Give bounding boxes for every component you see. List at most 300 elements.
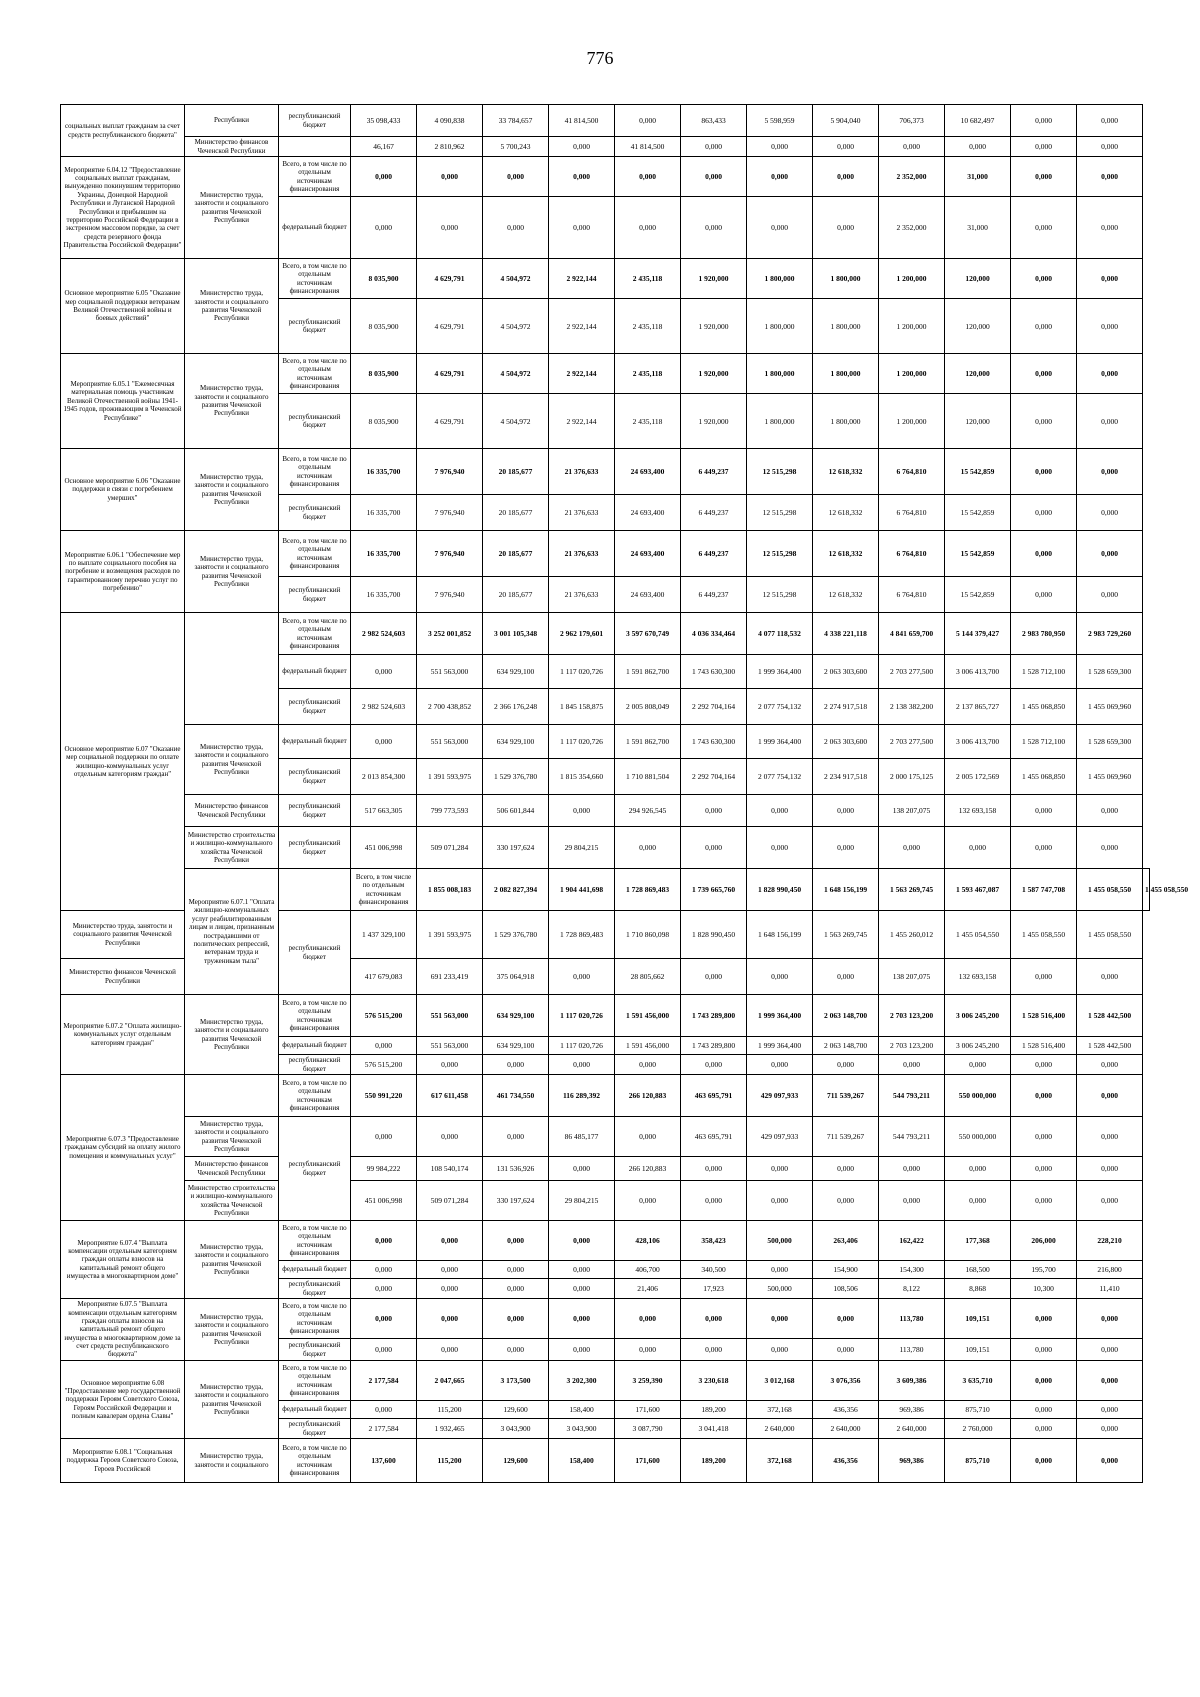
amount-cell: 0,000 <box>813 1055 879 1075</box>
amount-cell: 0,000 <box>1011 1401 1077 1419</box>
amount-cell: 1 815 354,660 <box>549 759 615 795</box>
amount-cell: 0,000 <box>1011 299 1077 354</box>
amount-cell: 0,000 <box>813 137 879 157</box>
amount-cell: 4 338 221,118 <box>813 613 879 655</box>
funding-source-cell: республиканский бюджет <box>279 1279 351 1299</box>
amount-cell: 2 922,144 <box>549 259 615 299</box>
table-row <box>61 105 1150 137</box>
amount-cell: 551 563,000 <box>417 995 483 1037</box>
amount-cell: 0,000 <box>1011 1075 1077 1117</box>
amount-cell: 0,000 <box>1011 495 1077 531</box>
amount-cell: 2 435,118 <box>615 354 681 394</box>
amount-cell: 16 335,700 <box>351 577 417 613</box>
amount-cell: 1 800,000 <box>747 394 813 449</box>
amount-cell: 29 804,215 <box>549 827 615 869</box>
amount-cell: 4 629,791 <box>417 259 483 299</box>
amount-cell: 0,000 <box>549 157 615 197</box>
amount-cell: 0,000 <box>1077 531 1143 577</box>
amount-cell: 154,900 <box>813 1261 879 1279</box>
measure-name-cell: Мероприятие 6.06.1 "Обеспечение мер по выплате социального пособия на погребение и возмещения расходов по гарантированному перечню услуг по погребению" <box>61 531 185 613</box>
amount-cell: 7 976,940 <box>417 495 483 531</box>
amount-cell: 1 800,000 <box>813 354 879 394</box>
amount-cell: 0,000 <box>681 1299 747 1339</box>
amount-cell: 129,600 <box>483 1439 549 1483</box>
amount-cell: 21,406 <box>615 1279 681 1299</box>
amount-cell: 0,000 <box>351 197 417 259</box>
amount-cell: 0,000 <box>747 1299 813 1339</box>
amount-cell: 969,386 <box>879 1401 945 1419</box>
amount-cell: 0,000 <box>1011 1361 1077 1401</box>
amount-cell: 171,600 <box>615 1401 681 1419</box>
amount-cell: 21 376,633 <box>549 495 615 531</box>
amount-cell: 15 542,859 <box>945 495 1011 531</box>
amount-cell: 1 200,000 <box>879 299 945 354</box>
amount-cell: 417 679,083 <box>351 959 417 995</box>
amount-cell: 0,000 <box>681 197 747 259</box>
amount-cell: 0,000 <box>681 827 747 869</box>
amount-cell: 0,000 <box>615 1339 681 1361</box>
amount-cell: 1 999 364,400 <box>747 995 813 1037</box>
funding-source-cell: Всего, в том числе по отдельным источникам финансирования <box>279 1221 351 1261</box>
amount-cell: 330 197,624 <box>483 827 549 869</box>
amount-cell: 1 200,000 <box>879 354 945 394</box>
funding-source-cell: республиканский бюджет <box>279 911 351 995</box>
amount-cell: 1 920,000 <box>681 299 747 354</box>
amount-cell: 1 455 068,850 <box>1011 689 1077 725</box>
measure-name-cell: Мероприятие 6.04.12 "Предоставление социальных выплат гражданам, вынужденно покинувшим территорию Украины, Донецкой Народной Республики и Луганской Народной Республики и прибывшим на территорию Российской Федерации в экстренном массовом порядке, за счет средств резервного фонда Правительства Российской Федерации" <box>61 157 185 259</box>
amount-cell: 0,000 <box>681 1055 747 1075</box>
executor-cell: Министерство труда, занятости и социального развития Чеченской Республики <box>185 354 279 449</box>
amount-cell: 0,000 <box>945 137 1011 157</box>
amount-cell: 0,000 <box>549 795 615 827</box>
amount-cell: 0,000 <box>615 105 681 137</box>
amount-cell: 2 063 303,600 <box>813 655 879 689</box>
amount-cell: 99 984,222 <box>351 1157 417 1181</box>
amount-cell: 0,000 <box>879 1157 945 1181</box>
amount-cell: 1 920,000 <box>681 259 747 299</box>
amount-cell: 0,000 <box>549 1279 615 1299</box>
amount-cell: 2 703 123,200 <box>879 995 945 1037</box>
amount-cell: 195,700 <box>1011 1261 1077 1279</box>
amount-cell: 5 144 379,427 <box>945 613 1011 655</box>
funding-source-cell: Всего, в том числе по отдельным источникам финансирования <box>279 613 351 655</box>
amount-cell: 1 528 659,300 <box>1077 655 1143 689</box>
amount-cell: 6 764,810 <box>879 495 945 531</box>
table-row <box>61 1117 1150 1157</box>
amount-cell: 544 793,211 <box>879 1075 945 1117</box>
measure-name-cell: Мероприятие 6.07.3 "Предоставление гражданам субсидий на оплату жилого помещения и коммунальных услуг" <box>61 1075 185 1221</box>
amount-cell: 12 618,332 <box>813 531 879 577</box>
amount-cell: 1 999 364,400 <box>747 725 813 759</box>
amount-cell: 0,000 <box>483 1279 549 1299</box>
amount-cell: 0,000 <box>1011 1339 1077 1361</box>
amount-cell: 451 006,998 <box>351 827 417 869</box>
amount-cell: 115,200 <box>417 1439 483 1483</box>
amount-cell: 0,000 <box>1077 1157 1143 1181</box>
amount-cell: 0,000 <box>351 1299 417 1339</box>
amount-cell: 266 120,883 <box>615 1075 681 1117</box>
amount-cell: 5 598,959 <box>747 105 813 137</box>
amount-cell: 0,000 <box>1011 795 1077 827</box>
amount-cell: 0,000 <box>1077 1339 1143 1361</box>
amount-cell: 0,000 <box>747 795 813 827</box>
amount-cell: 0,000 <box>1011 1299 1077 1339</box>
amount-cell: 3 230,618 <box>681 1361 747 1401</box>
amount-cell: 0,000 <box>615 1055 681 1075</box>
amount-cell: 5 700,243 <box>483 137 549 157</box>
amount-cell: 0,000 <box>549 1339 615 1361</box>
amount-cell: 2 013 854,300 <box>351 759 417 795</box>
amount-cell: 0,000 <box>615 1117 681 1157</box>
amount-cell: 0,000 <box>483 197 549 259</box>
amount-cell: 177,368 <box>945 1221 1011 1261</box>
funding-source-cell: федеральный бюджет <box>279 725 351 759</box>
amount-cell: 340,500 <box>681 1261 747 1279</box>
amount-cell: 2 063 303,600 <box>813 725 879 759</box>
amount-cell: 3 252 001,852 <box>417 613 483 655</box>
amount-cell: 15 542,859 <box>945 531 1011 577</box>
amount-cell: 1 800,000 <box>813 394 879 449</box>
amount-cell: 0,000 <box>1077 1401 1143 1419</box>
amount-cell: 1 591 456,000 <box>615 1037 681 1055</box>
amount-cell: 1 591 862,700 <box>615 725 681 759</box>
amount-cell: 0,000 <box>483 157 549 197</box>
funding-source-cell: республиканский бюджет <box>279 299 351 354</box>
amount-cell: 6 764,810 <box>879 449 945 495</box>
amount-cell: 4 629,791 <box>417 394 483 449</box>
amount-cell: 1 800,000 <box>813 299 879 354</box>
funding-source-cell: Всего, в том числе по отдельным источникам финансирования <box>279 1075 351 1117</box>
amount-cell: 266 120,883 <box>615 1157 681 1181</box>
amount-cell: 1 828 990,450 <box>681 911 747 959</box>
table-row <box>61 613 1150 655</box>
amount-cell: 509 071,284 <box>417 1181 483 1221</box>
amount-cell: 1 455 058,550 <box>1011 911 1077 959</box>
amount-cell: 108,506 <box>813 1279 879 1299</box>
funding-source-cell: республиканский бюджет <box>279 495 351 531</box>
amount-cell: 1 800,000 <box>813 259 879 299</box>
executor-cell: Министерство труда, занятости и социального развития Чеченской Республики <box>185 1361 279 1439</box>
amount-cell: 0,000 <box>483 1221 549 1261</box>
funding-source-cell: республиканский бюджет <box>279 105 351 137</box>
amount-cell: 8 035,900 <box>351 259 417 299</box>
measure-name-cell: Основное мероприятие 6.05 "Оказание мер социальной поддержки ветеранам Великой Отечественной войны и боевых действий" <box>61 259 185 354</box>
amount-cell: 0,000 <box>1077 105 1143 137</box>
amount-cell: 11,410 <box>1077 1279 1143 1299</box>
amount-cell: 1 529 376,780 <box>483 911 549 959</box>
amount-cell: 1 528 516,400 <box>1011 1037 1077 1055</box>
amount-cell: 0,000 <box>813 959 879 995</box>
executor-cell <box>185 613 279 725</box>
funding-source-cell: федеральный бюджет <box>279 1401 351 1419</box>
amount-cell: 0,000 <box>549 1055 615 1075</box>
amount-cell: 0,000 <box>417 1221 483 1261</box>
table-row <box>61 1439 1150 1483</box>
amount-cell: 0,000 <box>351 725 417 759</box>
amount-cell: 0,000 <box>549 1221 615 1261</box>
amount-cell: 0,000 <box>681 1181 747 1221</box>
amount-cell: 0,000 <box>1011 1055 1077 1075</box>
amount-cell: 132 693,158 <box>945 959 1011 995</box>
amount-cell: 206,000 <box>1011 1221 1077 1261</box>
amount-cell: 2 435,118 <box>615 394 681 449</box>
amount-cell: 1 455 069,960 <box>1077 689 1143 725</box>
amount-cell: 5 904,040 <box>813 105 879 137</box>
amount-cell: 1 200,000 <box>879 259 945 299</box>
financing-table-body <box>61 105 1189 1483</box>
amount-cell: 17,923 <box>681 1279 747 1299</box>
executor-cell: Министерство труда, занятости и социального развития Чеченской Республики <box>185 157 279 259</box>
amount-cell: 550 000,000 <box>945 1117 1011 1157</box>
amount-cell: 12 515,298 <box>747 577 813 613</box>
amount-cell: 1 437 329,100 <box>351 911 417 959</box>
amount-cell: 0,000 <box>1011 577 1077 613</box>
amount-cell: 6 764,810 <box>879 577 945 613</box>
funding-source-cell: федеральный бюджет <box>279 1261 351 1279</box>
amount-cell: 0,000 <box>351 1279 417 1299</box>
funding-source-cell: республиканский бюджет <box>279 759 351 795</box>
amount-cell: 463 695,791 <box>681 1117 747 1157</box>
funding-source-cell: Всего, в том числе по отдельным источникам финансирования <box>279 354 351 394</box>
amount-cell: 132 693,158 <box>945 795 1011 827</box>
amount-cell: 0,000 <box>1077 1361 1143 1401</box>
amount-cell: 0,000 <box>1077 137 1143 157</box>
amount-cell: 0,000 <box>945 1055 1011 1075</box>
amount-cell: 1 591 862,700 <box>615 655 681 689</box>
amount-cell: 0,000 <box>615 827 681 869</box>
amount-cell: 3 635,710 <box>945 1361 1011 1401</box>
amount-cell: 0,000 <box>1011 105 1077 137</box>
amount-cell: 0,000 <box>747 1055 813 1075</box>
amount-cell: 0,000 <box>813 197 879 259</box>
amount-cell: 1 800,000 <box>747 299 813 354</box>
amount-cell: 1 528 442,500 <box>1077 995 1143 1037</box>
amount-cell: 0,000 <box>1011 1117 1077 1157</box>
amount-cell: 7 976,940 <box>417 449 483 495</box>
amount-cell: 0,000 <box>549 1299 615 1339</box>
amount-cell: 0,000 <box>813 1299 879 1339</box>
amount-cell: 1 528 712,100 <box>1011 725 1077 759</box>
amount-cell: 35 098,433 <box>351 105 417 137</box>
amount-cell: 3 043,900 <box>483 1419 549 1439</box>
amount-cell: 0,000 <box>681 795 747 827</box>
funding-source-cell: Всего, в том числе по отдельным источникам финансирования <box>279 157 351 197</box>
amount-cell: 0,000 <box>1077 1117 1143 1157</box>
amount-cell: 0,000 <box>417 157 483 197</box>
amount-cell: 461 734,550 <box>483 1075 549 1117</box>
executor-cell <box>279 869 351 911</box>
amount-cell: 120,000 <box>945 354 1011 394</box>
amount-cell: 875,710 <box>945 1401 1011 1419</box>
amount-cell: 0,000 <box>351 1117 417 1157</box>
amount-cell: 0,000 <box>1011 197 1077 259</box>
amount-cell: 0,000 <box>1077 299 1143 354</box>
measure-name-cell: Мероприятие 6.05.1 "Ежемесячная материальная помощь участникам Великой Отечественной войны 1941-1945 годов, проживающим в Чеченской Республике" <box>61 354 185 449</box>
amount-cell: 0,000 <box>1077 1055 1143 1075</box>
table-row <box>61 1361 1150 1401</box>
amount-cell: 1 999 364,400 <box>747 1037 813 1055</box>
table-row <box>61 531 1150 577</box>
executor-cell: Министерство строительства и жилищно-коммунального хозяйства Чеченской Республики <box>185 827 279 869</box>
amount-cell: 120,000 <box>945 394 1011 449</box>
amount-cell: 1 728 869,483 <box>549 911 615 959</box>
amount-cell: 2 274 917,518 <box>813 689 879 725</box>
amount-cell: 358,423 <box>681 1221 747 1261</box>
amount-cell: 711 539,267 <box>813 1117 879 1157</box>
amount-cell: 116 289,392 <box>549 1075 615 1117</box>
amount-cell: 0,000 <box>1011 354 1077 394</box>
measure-name-cell: Мероприятие 6.07.4 "Выплата компенсации отдельным категориям граждан оплаты взносов на капитальный ремонт общего имущества в многоквартирном доме" <box>61 1221 185 1299</box>
amount-cell: 576 515,200 <box>351 1055 417 1075</box>
funding-source-cell: Всего, в том числе по отдельным источникам финансирования <box>351 869 417 911</box>
executor-cell: Министерство труда, занятости и социального развития Чеченской Республики <box>185 1117 279 1157</box>
amount-cell: 1 528 442,500 <box>1077 1037 1143 1055</box>
amount-cell: 2 077 754,132 <box>747 689 813 725</box>
amount-cell: 1 117 020,726 <box>549 1037 615 1055</box>
amount-cell: 0,000 <box>1077 577 1143 613</box>
amount-cell: 10,300 <box>1011 1279 1077 1299</box>
amount-cell: 0,000 <box>1077 1439 1143 1483</box>
amount-cell: 16 335,700 <box>351 531 417 577</box>
amount-cell: 2 700 438,852 <box>417 689 483 725</box>
amount-cell: 1 800,000 <box>747 259 813 299</box>
amount-cell: 228,210 <box>1077 1221 1143 1261</box>
amount-cell: 1 117 020,726 <box>549 655 615 689</box>
amount-cell: 3 076,356 <box>813 1361 879 1401</box>
amount-cell: 551 563,000 <box>417 725 483 759</box>
amount-cell: 2 063 148,700 <box>813 995 879 1037</box>
amount-cell: 0,000 <box>1077 157 1143 197</box>
amount-cell: 4 077 118,532 <box>747 613 813 655</box>
amount-cell: 138 207,075 <box>879 959 945 995</box>
amount-cell: 550 000,000 <box>945 1075 1011 1117</box>
amount-cell: 2 703 277,500 <box>879 725 945 759</box>
amount-cell: 168,500 <box>945 1261 1011 1279</box>
amount-cell: 0,000 <box>351 1401 417 1419</box>
amount-cell: 1 591 456,000 <box>615 995 681 1037</box>
amount-cell: 0,000 <box>417 1279 483 1299</box>
amount-cell: 0,000 <box>747 1181 813 1221</box>
amount-cell: 0,000 <box>945 1181 1011 1221</box>
executor-cell: Министерство труда, занятости и социального развития Чеченской Республики <box>185 1221 279 1299</box>
amount-cell: 0,000 <box>1011 827 1077 869</box>
amount-cell: 2 435,118 <box>615 259 681 299</box>
amount-cell: 137,600 <box>351 1439 417 1483</box>
amount-cell: 0,000 <box>351 157 417 197</box>
amount-cell: 711 539,267 <box>813 1075 879 1117</box>
amount-cell: 263,406 <box>813 1221 879 1261</box>
amount-cell: 1 999 364,400 <box>747 655 813 689</box>
amount-cell: 1 710 881,504 <box>615 759 681 795</box>
amount-cell: 20 185,677 <box>483 449 549 495</box>
funding-source-cell: республиканский бюджет <box>279 827 351 869</box>
amount-cell: 1 529 376,780 <box>483 759 549 795</box>
amount-cell: 1 845 158,875 <box>549 689 615 725</box>
amount-cell: 406,700 <box>615 1261 681 1279</box>
amount-cell: 3 173,500 <box>483 1361 549 1401</box>
amount-cell: 372,168 <box>747 1439 813 1483</box>
amount-cell: 24 693,400 <box>615 531 681 577</box>
amount-cell: 0,000 <box>549 1157 615 1181</box>
amount-cell: 6 449,237 <box>681 495 747 531</box>
amount-cell: 0,000 <box>1077 827 1143 869</box>
amount-cell: 2 292 704,164 <box>681 759 747 795</box>
amount-cell: 0,000 <box>945 827 1011 869</box>
amount-cell: 0,000 <box>747 157 813 197</box>
amount-cell: 0,000 <box>1077 259 1143 299</box>
amount-cell: 0,000 <box>681 157 747 197</box>
amount-cell: 1 932,465 <box>417 1419 483 1439</box>
amount-cell: 12 618,332 <box>813 495 879 531</box>
amount-cell: 0,000 <box>351 1221 417 1261</box>
amount-cell: 115,200 <box>417 1401 483 1419</box>
amount-cell: 799 773,593 <box>417 795 483 827</box>
amount-cell: 120,000 <box>945 259 1011 299</box>
funding-source-cell: республиканский бюджет <box>279 1419 351 1439</box>
amount-cell: 0,000 <box>1077 1181 1143 1221</box>
amount-cell: 33 784,657 <box>483 105 549 137</box>
amount-cell: 0,000 <box>1077 1075 1143 1117</box>
amount-cell: 3 087,790 <box>615 1419 681 1439</box>
table-row <box>61 449 1150 495</box>
amount-cell: 428,106 <box>615 1221 681 1261</box>
amount-cell: 1 739 665,760 <box>681 869 747 911</box>
amount-cell: 2 077 754,132 <box>747 759 813 795</box>
amount-cell: 2 063 148,700 <box>813 1037 879 1055</box>
amount-cell: 3 609,386 <box>879 1361 945 1401</box>
executor-cell: Министерство строительства и жилищно-коммунального хозяйства Чеченской Республики <box>185 1181 279 1221</box>
amount-cell: 12 515,298 <box>747 531 813 577</box>
amount-cell: 8 035,900 <box>351 394 417 449</box>
table-row <box>61 827 1150 869</box>
amount-cell: 0,000 <box>747 137 813 157</box>
financing-table <box>60 104 1189 1483</box>
amount-cell: 1 587 747,708 <box>1011 869 1077 911</box>
amount-cell: 28 805,662 <box>615 959 681 995</box>
amount-cell: 0,000 <box>615 197 681 259</box>
amount-cell: 131 536,926 <box>483 1157 549 1181</box>
amount-cell: 8,868 <box>945 1279 1011 1299</box>
funding-source-cell: федеральный бюджет <box>279 1037 351 1055</box>
amount-cell: 41 814,500 <box>549 105 615 137</box>
amount-cell: 109,151 <box>945 1299 1011 1339</box>
amount-cell: 1 528 659,300 <box>1077 725 1143 759</box>
amount-cell: 969,386 <box>879 1439 945 1483</box>
funding-source-cell: республиканский бюджет <box>279 1339 351 1361</box>
amount-cell: 1 455 058,550 <box>1077 869 1143 911</box>
amount-cell: 2 005 172,569 <box>945 759 1011 795</box>
table-row <box>61 1181 1150 1221</box>
amount-cell: 3 597 670,749 <box>615 613 681 655</box>
amount-cell: 4 504,972 <box>483 354 549 394</box>
amount-cell: 2 005 808,049 <box>615 689 681 725</box>
amount-cell: 0,000 <box>1011 1157 1077 1181</box>
amount-cell: 0,000 <box>747 1261 813 1279</box>
amount-cell: 0,000 <box>747 197 813 259</box>
amount-cell: 0,000 <box>417 1055 483 1075</box>
amount-cell: 1 200,000 <box>879 394 945 449</box>
amount-cell: 3 006 413,700 <box>945 655 1011 689</box>
amount-cell: 12 618,332 <box>813 577 879 613</box>
executor-cell: Министерство финансов Чеченской Республики <box>185 795 279 827</box>
amount-cell: 2 922,144 <box>549 299 615 354</box>
amount-cell: 1 648 156,199 <box>747 911 813 959</box>
amount-cell: 2 234 917,518 <box>813 759 879 795</box>
amount-cell: 429 097,933 <box>747 1075 813 1117</box>
amount-cell: 31,000 <box>945 157 1011 197</box>
page-number: 776 <box>586 48 614 68</box>
amount-cell: 451 006,998 <box>351 1181 417 1221</box>
